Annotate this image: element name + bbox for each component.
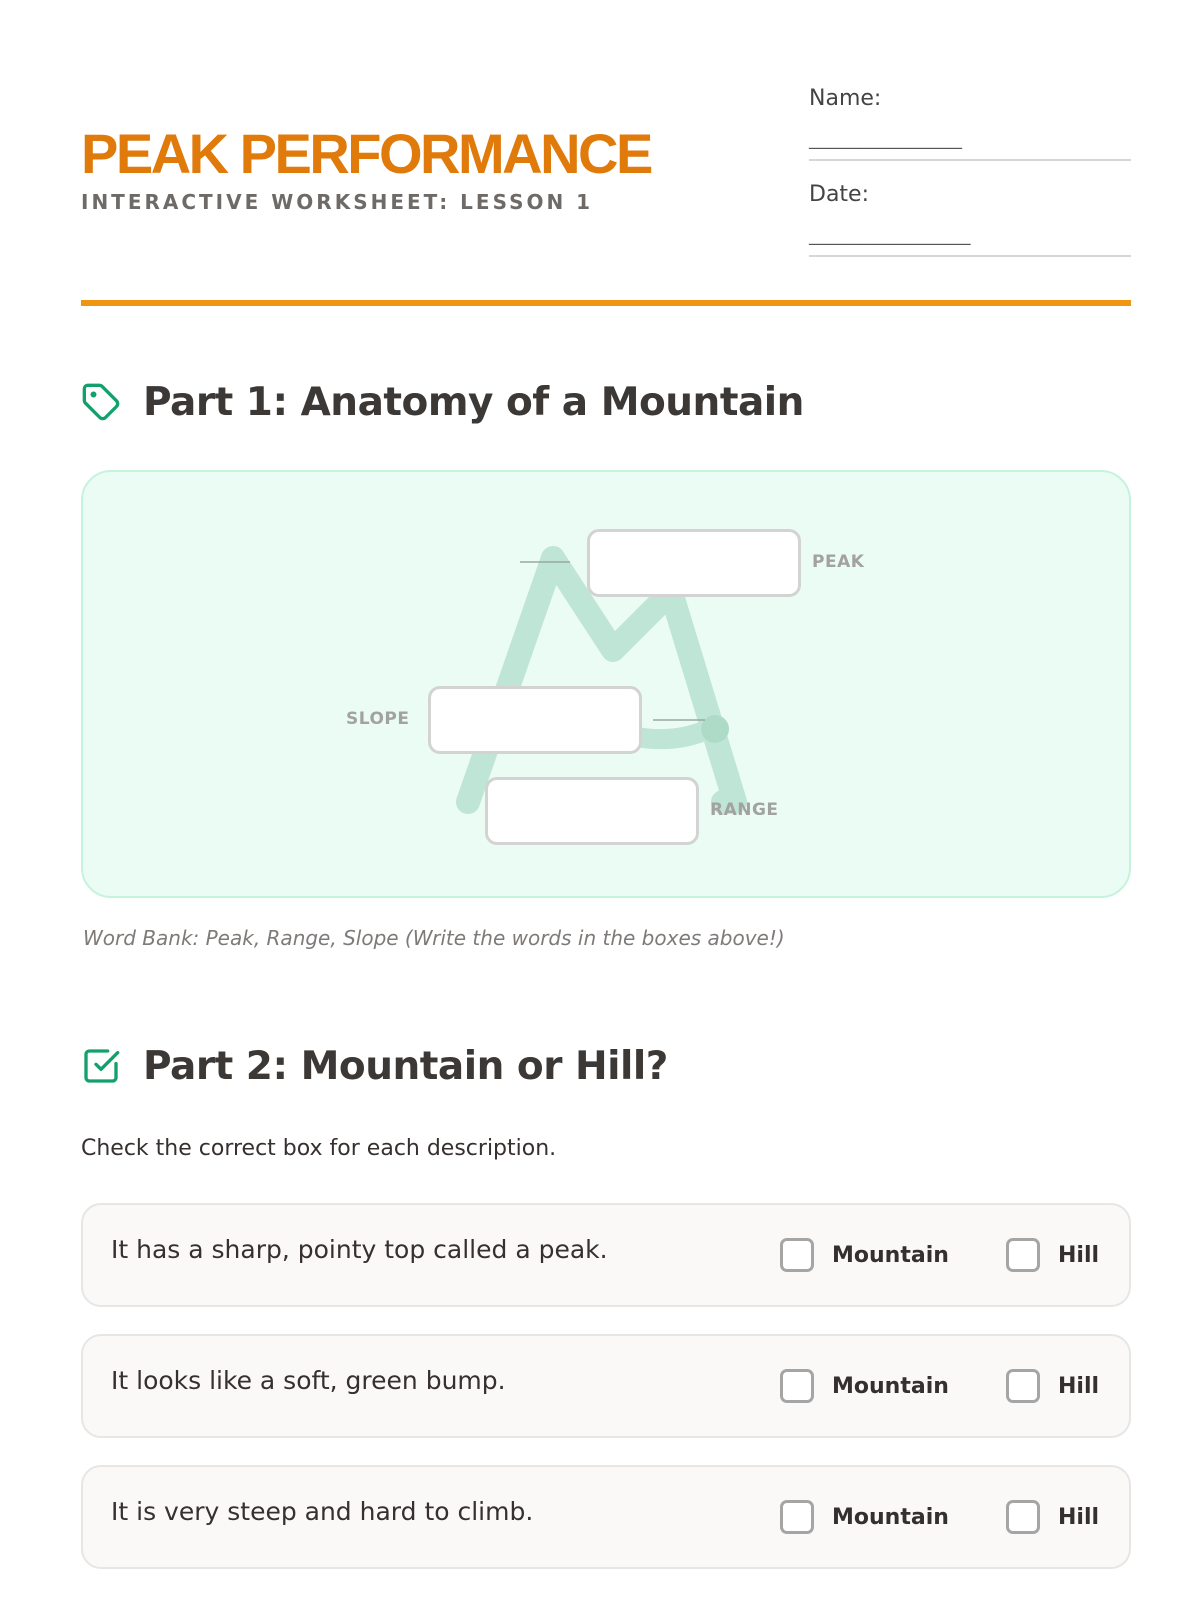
worksheet-subtitle: INTERACTIVE WORKSHEET: LESSON 1 [81, 190, 594, 214]
hill-label: Hill [1058, 1373, 1100, 1399]
option-mountain[interactable] [780, 1366, 949, 1406]
worksheet-title: PEAK PERFORMANCE [81, 122, 651, 185]
peak-label: PEAK [812, 552, 865, 572]
date-label: Date: [809, 182, 869, 207]
date-field[interactable]: ___________________ [809, 226, 971, 246]
hill-label: Hill [1058, 1504, 1100, 1530]
part2-instructions: Check the correct box for each description. [81, 1136, 557, 1161]
hill-checkbox[interactable] [1006, 1369, 1040, 1403]
mountain-checkbox[interactable] [780, 1500, 814, 1534]
mountain-label: Mountain [832, 1373, 949, 1399]
date-row [809, 178, 1131, 274]
mountain-label: Mountain [832, 1242, 949, 1268]
part2-title: Part 2: Mountain or Hill? [143, 1043, 668, 1089]
hill-label: Hill [1058, 1242, 1100, 1268]
option-mountain[interactable] [780, 1497, 949, 1537]
tag-icon [81, 382, 121, 422]
part1-title: Part 1: Anatomy of a Mountain [143, 379, 804, 425]
option-hill[interactable] [1006, 1366, 1099, 1406]
option-hill[interactable] [1006, 1235, 1099, 1275]
name-label: Name: [809, 86, 882, 111]
peak-answer-box[interactable] [587, 529, 801, 597]
hill-checkbox[interactable] [1006, 1500, 1040, 1534]
part2-heading [81, 1040, 668, 1092]
hill-checkbox[interactable] [1006, 1238, 1040, 1272]
slope-label: SLOPE [346, 709, 410, 729]
student-info [809, 82, 1131, 274]
mountain-checkbox[interactable] [780, 1369, 814, 1403]
slope-answer-box[interactable] [428, 686, 642, 754]
date-underline [809, 255, 1131, 257]
checkbox-icon [81, 1046, 121, 1086]
question-text: It is very steep and hard to climb. [111, 1497, 534, 1526]
mountain-diagram [81, 470, 1131, 898]
range-label: RANGE [710, 800, 779, 820]
question-text: It looks like a soft, green bump. [111, 1366, 506, 1395]
name-row [809, 82, 1131, 178]
option-hill[interactable] [1006, 1497, 1099, 1537]
mountain-label: Mountain [832, 1504, 949, 1530]
question-card-1 [81, 1203, 1131, 1307]
question-text: It has a sharp, pointy top called a peak. [111, 1235, 608, 1264]
word-bank: Word Bank: Peak, Range, Slope (Write the words in the boxes above!) [83, 926, 785, 950]
name-underline [809, 159, 1131, 161]
option-mountain[interactable] [780, 1235, 949, 1275]
question-card-2 [81, 1334, 1131, 1438]
part1-heading [81, 376, 804, 428]
range-answer-box[interactable] [485, 777, 699, 845]
worksheet-page [81, 0, 1131, 1600]
question-card-3 [81, 1465, 1131, 1569]
mountain-checkbox[interactable] [780, 1238, 814, 1272]
header-divider [81, 300, 1131, 306]
name-field[interactable]: __________________ [809, 130, 962, 150]
